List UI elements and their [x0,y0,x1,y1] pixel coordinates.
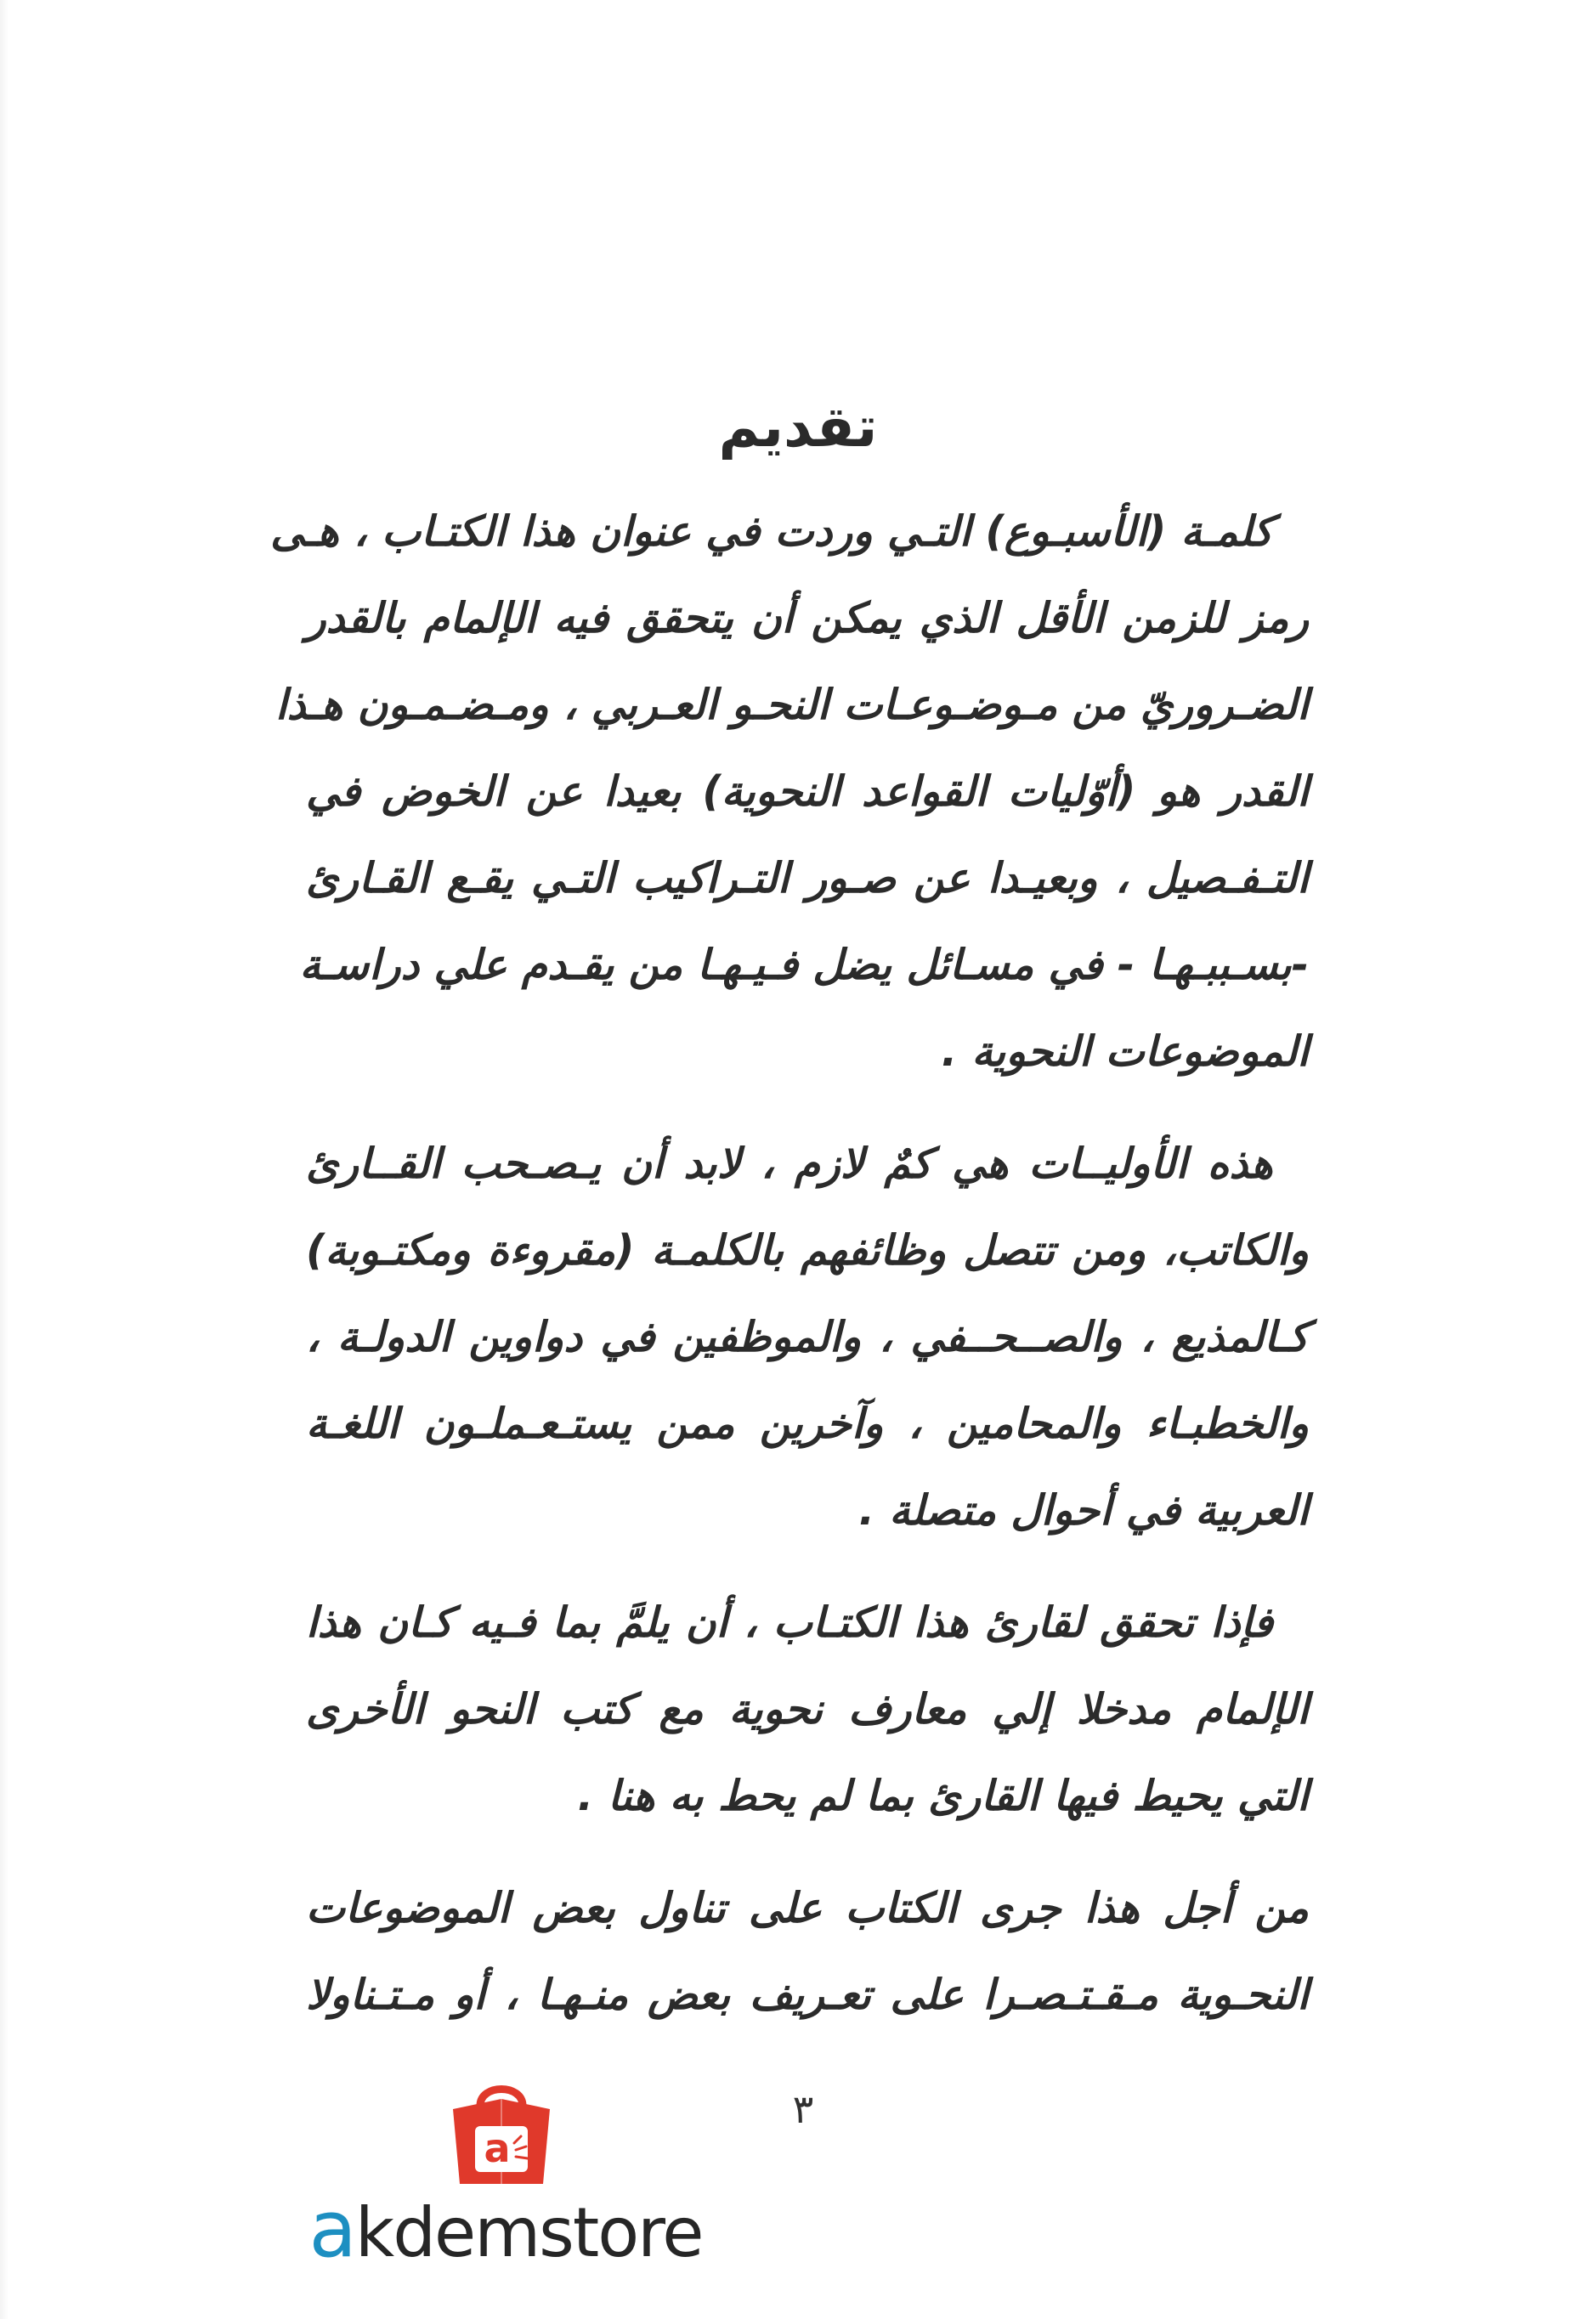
paragraph-1 [270,489,1309,1095]
text-line: النحـوية مـقـتـصـرا على تعـريف بعض منـهـا ، أو مـتـناولا [306,1971,1309,2019]
page-title: تقديم [718,394,878,461]
paragraph-4 [306,1865,1309,2039]
scan-edge-shadow [0,0,8,2319]
text-line: من أجل هذا جرى الكتاب على تناول بعض الموضوعات [306,1884,1309,1932]
text-line: كلمـة (الأسبـوع) التـي وردت في عنوان هذا الكتـاب ، هـى [270,507,1273,556]
text-line: رمز للزمن الأقل الذي يمكن أن يتحقق فيه الإلمام بالقدر [306,594,1309,642]
text-line: العربية في أحوال متصلة . [858,1486,1309,1535]
brand-text: kdemstore [354,2193,703,2272]
text-line: القدر هو (أوّليات القواعد النحوية) بعيدا عن الخوض في [306,767,1309,816]
paragraph-3 [306,1580,1309,1840]
text-line: والكاتب، ومن تتصل وظائفهم بالكلمـة (مقروءة ومكتـوبة) [306,1226,1309,1275]
text-line: التـفـصيل ، وبعيـدا عن صـور التـراكيب التـي يقـع القـارئ [306,854,1309,902]
text-line: والخطبـاء والمحامين ، وآخرين ممن يستـعـملـون اللغـة [306,1400,1309,1448]
brand-accent-letter: a [308,2184,355,2275]
body-text [270,489,1309,2064]
text-line: التي يحيط فيها القارئ بما لم يحط به هنا . [577,1772,1309,1820]
text-line: الضـروريّ من مـوضـوعـات النحـو العـربي ، ومـضـمـون هـذا [274,681,1309,729]
shopping-bag-icon [438,2065,565,2192]
text-line: فإذا تحقق لقارئ هذا الكتـاب ، أن يلمَّ بما فـيه كـان هذا [306,1598,1273,1647]
text-line: الإلمام مدخلا إلي معارف نحوية مع كتب النحو الأخرى [306,1685,1309,1734]
bag-letter: a [484,2125,511,2171]
akdemstore-watermark [268,2065,744,2275]
paragraph-2 [306,1121,1309,1554]
text-line: الموضوعات النحوية . [941,1027,1309,1076]
page-number: ٣ [792,2086,814,2132]
text-line: كـالمذيع ، والصــحــفي ، والموظفين في دواوين الدولـة ، [306,1313,1309,1361]
brand-name [268,2184,744,2275]
text-line: هذه الأوليــات هي كمٌ لازم ، لابد أن يـصـحب القــارئ [306,1140,1273,1188]
text-line: -بسـببـهـا - في مسـائل يضل فـيـهـا من يقـدم علي دراسـة [299,941,1309,989]
